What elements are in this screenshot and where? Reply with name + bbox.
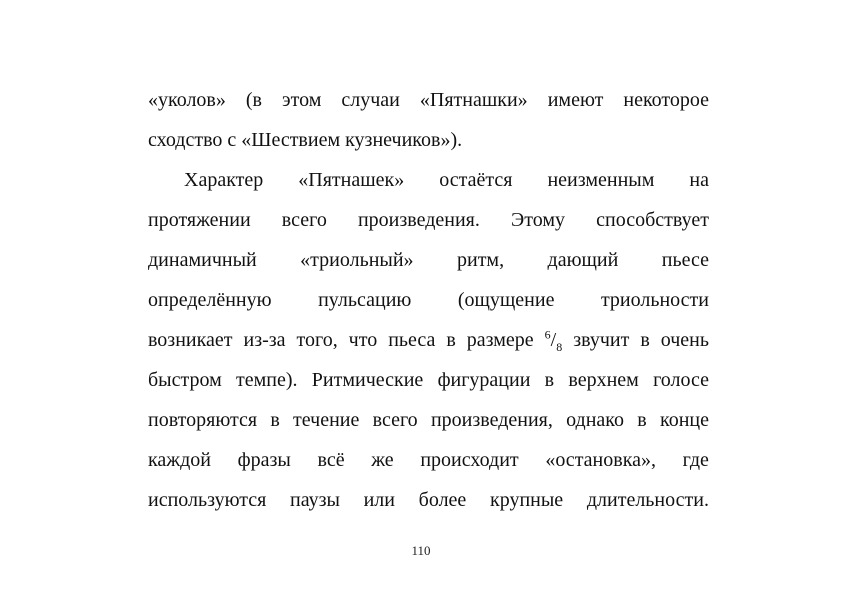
word: в: [446, 329, 456, 351]
time-signature-denominator: 8: [556, 340, 563, 354]
word: случаи: [341, 89, 400, 111]
word: пульсацию: [318, 289, 412, 311]
word: ритм,: [456, 249, 505, 271]
word: длительности.: [586, 489, 709, 511]
word: что: [348, 329, 378, 351]
word: произведения.: [357, 209, 480, 231]
word: всего: [372, 409, 418, 431]
word: фразы: [237, 449, 291, 471]
word: размере: [466, 329, 534, 351]
word: пьеса: [388, 329, 436, 351]
word: того,: [296, 329, 338, 351]
word: верхнем: [568, 369, 639, 391]
text-line: [148, 400, 709, 440]
word: определённую: [148, 289, 272, 311]
word: из-за: [243, 329, 286, 351]
word: возникает: [148, 329, 233, 351]
word: с: [227, 129, 237, 151]
word: (ощущение: [457, 289, 555, 311]
word: звучит: [573, 329, 630, 351]
text-line: [148, 240, 709, 280]
word: крупные: [489, 489, 564, 511]
word: паузы: [290, 489, 340, 511]
word: некоторое: [623, 89, 709, 111]
word: всего: [281, 209, 327, 231]
word: кузнечиков»).: [345, 129, 463, 151]
word: дающий: [547, 249, 619, 271]
word: имеют: [547, 89, 604, 111]
text-line: [148, 480, 709, 520]
word: же: [371, 449, 394, 471]
word: остаётся: [439, 169, 513, 191]
text-line: [148, 200, 709, 240]
word: динамичный: [148, 249, 257, 271]
word: произведения,: [430, 409, 553, 431]
word: быстром: [148, 369, 222, 391]
word: «триольный»: [300, 249, 414, 271]
word: триольности: [600, 289, 709, 311]
word: где: [682, 449, 709, 471]
word: каждой: [148, 449, 211, 471]
word: Характер: [184, 169, 264, 191]
word: в: [544, 369, 555, 391]
word: очень: [660, 329, 709, 351]
word: происходит: [420, 449, 519, 471]
word: Этому: [511, 209, 565, 231]
time-signature: [545, 320, 563, 360]
word: (в: [245, 89, 262, 111]
body-text: [148, 80, 709, 520]
word: неизменным: [547, 169, 655, 191]
page-number: 110: [411, 543, 431, 558]
word: этом: [282, 89, 322, 111]
text-line: [148, 440, 709, 480]
word: используются: [148, 489, 267, 511]
text-line: [148, 360, 709, 400]
word: конце: [660, 409, 709, 431]
text-line: [148, 80, 709, 120]
time-signature-numerator: 6: [544, 327, 551, 342]
word: «Пятнашек»: [298, 169, 405, 191]
word: однако: [566, 409, 625, 431]
word: «Шествием: [241, 129, 341, 151]
text-line: [148, 280, 709, 320]
word: сходство: [148, 129, 223, 151]
word: «уколов»: [148, 89, 226, 111]
word: Ритмические: [311, 369, 424, 391]
word: фигурации: [437, 369, 531, 391]
word: на: [689, 169, 709, 191]
word: в: [640, 329, 650, 351]
word: голосе: [653, 369, 709, 391]
word: протяжении: [148, 209, 251, 231]
word: более: [418, 489, 467, 511]
word: всё: [317, 449, 345, 471]
word: течение: [293, 409, 360, 431]
word: «Пятнашки»: [419, 89, 528, 111]
word: в: [637, 409, 647, 431]
text-line: [148, 160, 709, 200]
text-line: [148, 320, 709, 360]
word: пьесе: [661, 249, 709, 271]
word: в: [270, 409, 280, 431]
time-signature-slash: /: [550, 329, 557, 351]
word: темпе).: [236, 369, 298, 391]
word: «остановка»,: [545, 449, 656, 471]
word: повторяются: [148, 409, 258, 431]
word: или: [363, 489, 395, 511]
text-line: [148, 120, 709, 160]
word: способствует: [596, 209, 709, 231]
